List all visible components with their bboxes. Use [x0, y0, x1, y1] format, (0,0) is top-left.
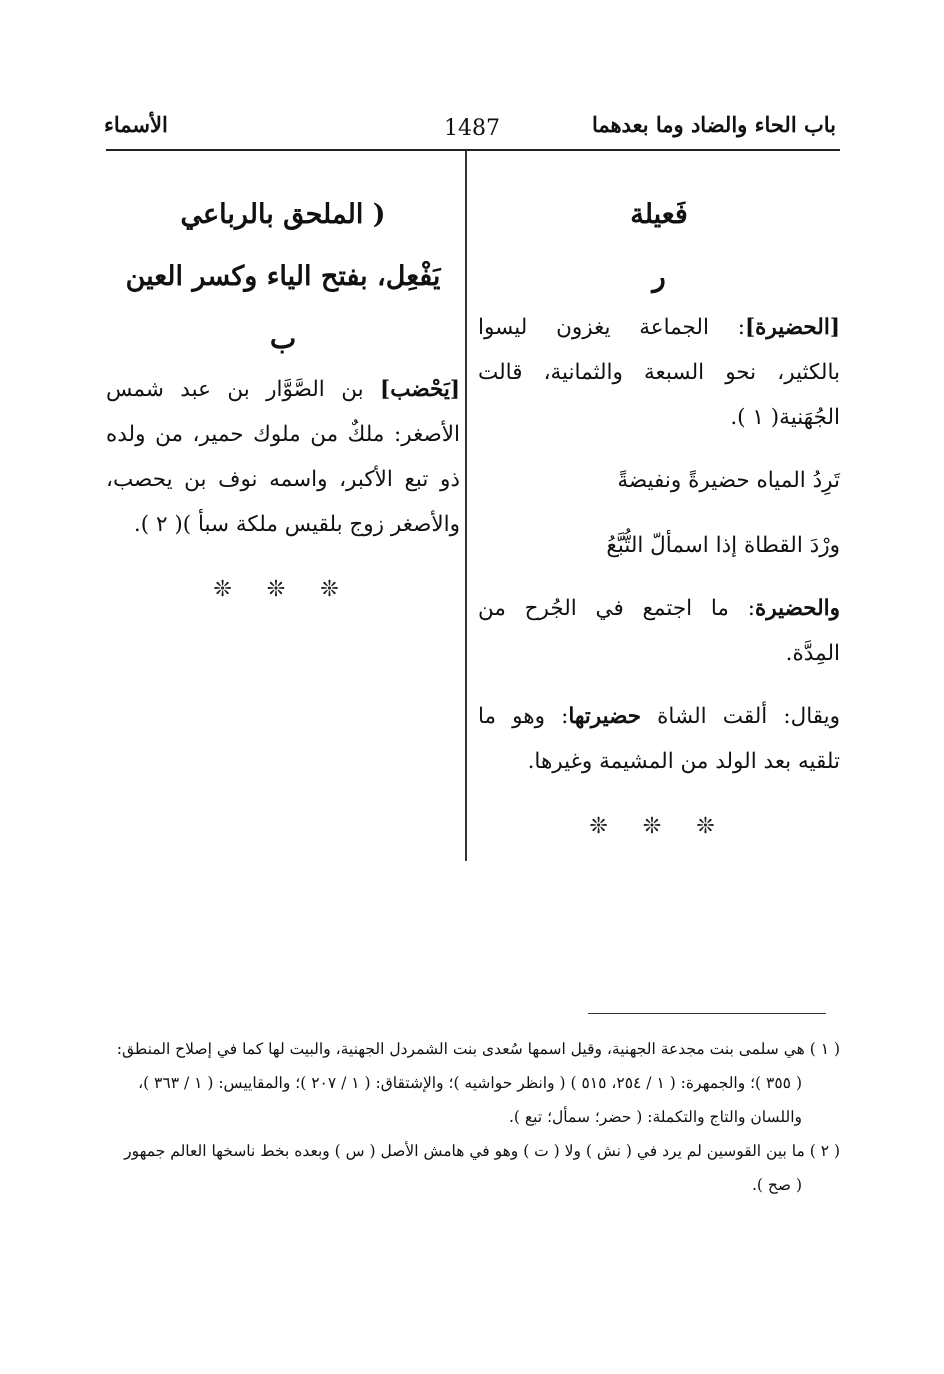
- section-heading-mulhaq: ( الملحق بالرباعي: [180, 199, 386, 230]
- letter-heading-ba: ب: [269, 322, 297, 355]
- entry-definition: بن الصَّوَّار بن عبد شمس الأصغر: ملكٌ من ملوك حمير، من ولده ذو تبع الأكبر، واسمه نوف بن يحصب، والأصغر زوج بلقيس ملكة سبأ )( ٢ ).: [106, 377, 460, 537]
- page-number: 1487: [444, 116, 500, 141]
- running-header-chapter: باب الحاء والضاد وما بعدهما: [591, 112, 836, 137]
- entry-term: حضيرتها: [568, 704, 642, 729]
- verse-line-1: تَرِدُ المياه حضيرةً ونفيضةً: [617, 468, 840, 493]
- entry-term: [الحضيرة]: [744, 315, 840, 340]
- entry-definition: : ما اجتمع في الجُرح من المِدَّة.: [478, 596, 840, 666]
- footnote-2-line-1: ( ٢ ) ما بين القوسين لم يرد في ( نش ) ولا ( ت ) وهو في هامش الأصل ( س ) وبعده بخط ناسخها العالم جمهور: [124, 1142, 840, 1160]
- entry-yahdib: [106, 367, 460, 547]
- entry-term: والحضيرة: [754, 596, 840, 621]
- section-subheading-yafil: يَفْعِل، بفتح الياء وكسر العين: [125, 261, 441, 292]
- section-heading-faila: فَعيلة: [630, 199, 688, 230]
- footnotes: [104, 1032, 840, 1202]
- running-header-section: الأسماء: [104, 112, 168, 137]
- footnote-1-line-1: ( ١ ) هي سلمى بنت مجدعة الجهنية، وقيل اسمها سُعدى بنت الشمردل الجهنية، والبيت لها كما في إصلاح المنطق:: [116, 1040, 840, 1058]
- section-end-stars: ❊ ❊ ❊: [589, 814, 729, 839]
- entry-term: [يَحْضب]: [380, 377, 460, 402]
- footnote-2-line-2: ( صح ).: [751, 1176, 802, 1194]
- entry-hadira-wound: [478, 586, 840, 676]
- entry-definition: : الجماعة يغزون ليسوا بالكثير، نحو السبعة والثمانية، قالت الجُهَنية( ١ ).: [478, 315, 840, 430]
- section-end-stars: ❊ ❊ ❊: [213, 577, 353, 602]
- footnote-1-line-2: ( ٣٥٥ )؛ والجمهرة: ( ١ / ٢٥٤، ٥١٥ ) ( وانظر حواشيه )؛ والإشتقاق: ( ١ / ٢٠٧ )؛ والمقاييس: ( ١ / ٣٦٣ )،: [138, 1074, 802, 1092]
- left-column: [106, 185, 460, 602]
- verse-line-2: ورْدَ القطاة إذا اسمألّ التُّبَّعُ: [606, 533, 840, 558]
- entry-hadira-afterbirth: [478, 694, 840, 784]
- letter-heading-ra: ر: [652, 260, 666, 293]
- entry-hadira-group: [478, 305, 840, 440]
- right-column: [478, 185, 840, 839]
- entry-definition: : وهو ما تلقيه بعد الولد من المشيمة وغيرها.: [478, 704, 840, 774]
- footnote-rule: [588, 1013, 826, 1014]
- entry-intro: ويقال: ألقت الشاة: [641, 704, 840, 729]
- column-divider: [465, 151, 467, 861]
- header-rule: [106, 149, 840, 151]
- footnote-1-line-3: واللسان والتاج والتكملة: ( حضر؛ سمأل؛ تبع ).: [509, 1108, 802, 1126]
